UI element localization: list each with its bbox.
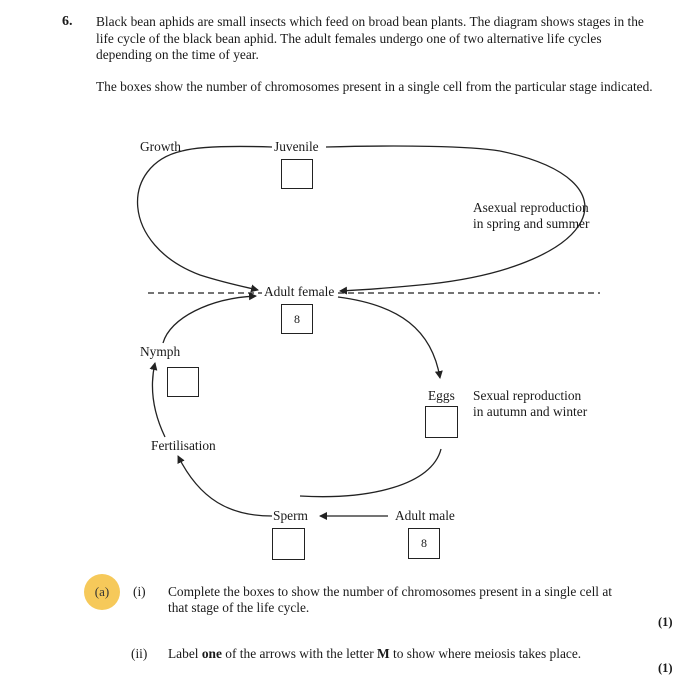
- eggs-to-fertilisation-arrow: [300, 449, 441, 497]
- part-a-ii-marks: (1): [658, 661, 673, 675]
- nymph-chromosome-box[interactable]: [167, 367, 199, 397]
- eggs-chromosome-box[interactable]: [425, 406, 458, 438]
- adult-male-label: Adult male: [395, 508, 455, 523]
- sexual-label-line2: in autumn and winter: [473, 404, 588, 419]
- sperm-label: Sperm: [273, 508, 308, 523]
- part-a-i-text-line1: Complete the boxes to show the number of chromosomes present in a single cell at: [168, 584, 613, 599]
- asexual-label-line2: in spring and summer: [473, 216, 590, 231]
- eggs-label: Eggs: [428, 388, 455, 403]
- sexual-label-line1: Sexual reproduction: [473, 388, 582, 403]
- asexual-left-arrow: [138, 151, 258, 290]
- sperm-to-fertilisation-arrow: [178, 456, 272, 516]
- question-box-explanation: The boxes show the number of chromosomes present in a single cell from the particular stage indicated.: [96, 79, 653, 94]
- part-a-ii-text: Label one of the arrows with the letter M to show where meiosis takes place.: [168, 646, 582, 661]
- fertilisation-label: Fertilisation: [151, 438, 216, 453]
- part-a-i-marks: (1): [658, 615, 673, 629]
- asexual-top-arc-right: [326, 146, 500, 151]
- juvenile-label: Juvenile: [274, 139, 319, 154]
- asexual-label-line1: Asexual reproduction: [473, 200, 589, 215]
- adult-female-label: Adult female: [264, 284, 335, 299]
- asexual-top-arc: [182, 146, 272, 151]
- part-a-i-number: (i): [133, 584, 146, 599]
- juvenile-chromosome-box[interactable]: [281, 159, 313, 189]
- adult-female-chromosome-box: 8: [281, 304, 313, 334]
- question-number: 6.: [62, 14, 73, 29]
- question-intro: Black bean aphids are small insects which feed on broad bean plants. The diagram shows stages in the life cycle of the black bean aphid. The adult females undergo one of two alternative life cycles depending on the time of year.: [96, 14, 644, 62]
- nymph-to-female-arrow: [163, 296, 256, 343]
- adult-male-chromosome-box: 8: [408, 528, 440, 559]
- part-a-i-text-line2: that stage of the life cycle.: [168, 600, 310, 615]
- growth-label: Growth: [140, 139, 181, 154]
- nymph-label: Nymph: [140, 344, 181, 359]
- part-a-badge: (a): [84, 574, 120, 610]
- fertilisation-to-nymph-arrow: [152, 363, 165, 437]
- female-to-eggs-arrow: [338, 297, 440, 378]
- sperm-chromosome-box[interactable]: [272, 528, 305, 560]
- part-a-ii-number: (ii): [131, 646, 148, 661]
